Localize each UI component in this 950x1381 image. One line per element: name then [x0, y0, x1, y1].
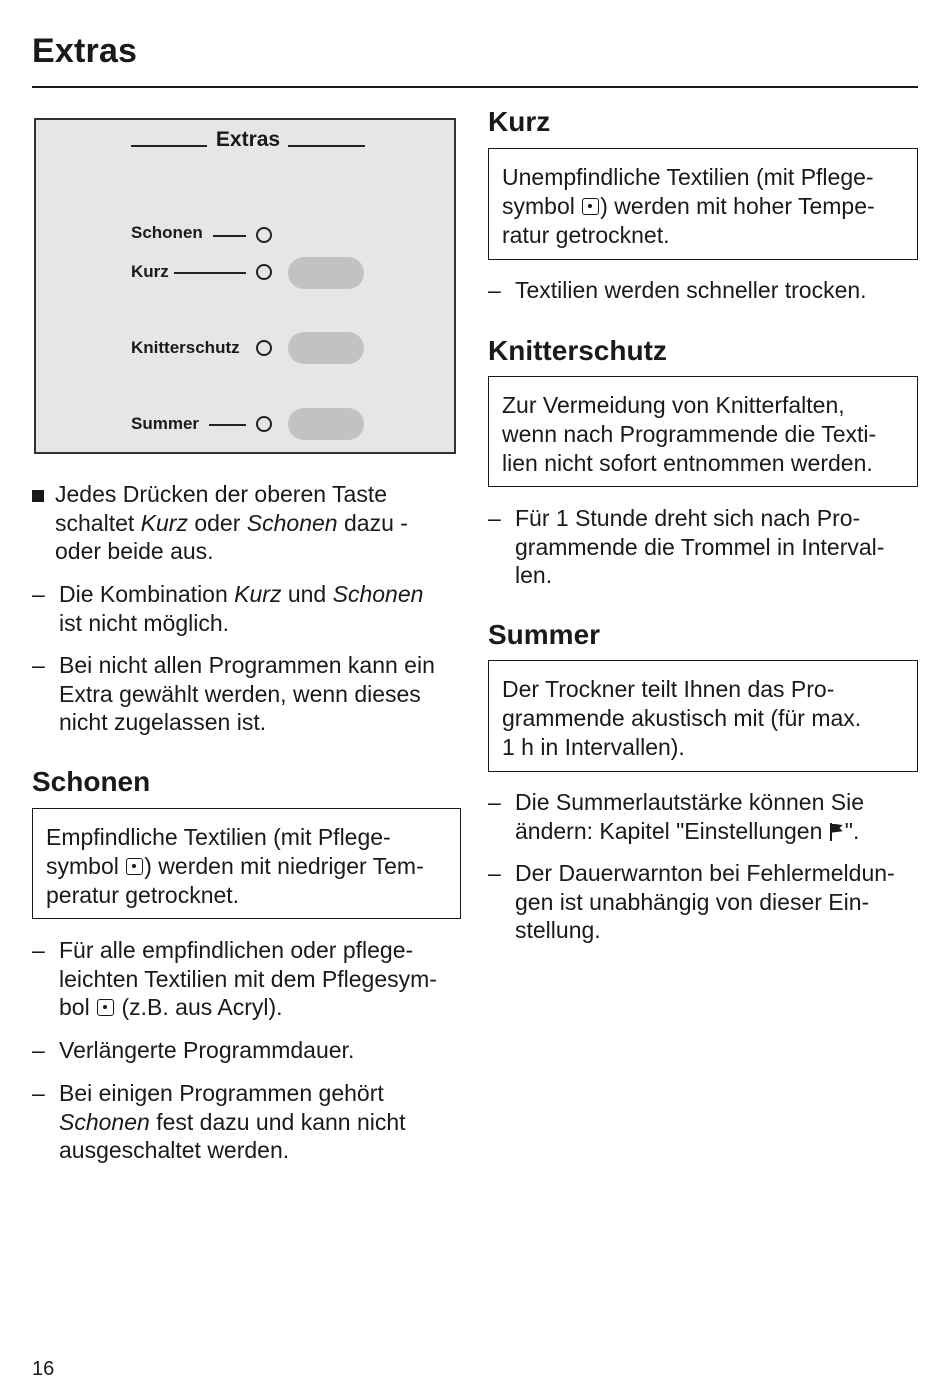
dash-bullet: – [488, 860, 501, 886]
text: ) werden mit hoher Tempe- [600, 192, 875, 219]
intro-bullet-item [32, 480, 452, 566]
schonen-dash-item [32, 1079, 460, 1165]
text: bol [59, 994, 97, 1021]
dash-bullet: – [32, 652, 45, 678]
text: lien nicht sofort entnommen werden. [502, 449, 873, 476]
text: ) werden mit niedriger Tem- [144, 852, 424, 879]
text: Empfindliche Textilien (mit Pflege- [46, 824, 391, 850]
text: leichten Textilien mit dem Pflegesym- [59, 965, 437, 992]
dash-bullet: – [32, 581, 45, 607]
term-kurz: Kurz [140, 509, 188, 536]
summer-info-box [488, 660, 918, 772]
dash-bullet: – [32, 1080, 45, 1106]
text: Bei nicht allen Programmen kann ein [59, 652, 435, 678]
summer-button[interactable] [288, 408, 364, 440]
text: oder beide aus. [55, 538, 214, 565]
intro-dash-item [32, 651, 457, 737]
dash-bullet: – [488, 277, 501, 303]
text: oder [187, 509, 247, 536]
text: Die Summerlautstärke können Sie [515, 789, 864, 815]
term-schonen: Schonen [332, 581, 424, 607]
text: ändern: Kapitel "Einstellungen [515, 817, 829, 844]
text: Unempfindliche Textilien (mit Pflege- [502, 164, 874, 190]
dash-bullet: – [32, 937, 45, 963]
title-rule [32, 86, 918, 88]
schonen-dash-item [32, 1036, 460, 1065]
term-kurz: Kurz [234, 581, 282, 607]
gentle-drying-care-icon [97, 999, 114, 1016]
page-title: Extras [32, 32, 138, 70]
text: ". [844, 817, 860, 844]
kurz-indicator-led [256, 264, 272, 280]
text: 1 h in Intervallen). [502, 733, 685, 760]
kurz-heading: Kurz [488, 106, 551, 137]
settings-flag-icon [830, 823, 844, 841]
panel-leader-line [174, 272, 246, 274]
knitterschutz-indicator-led [256, 340, 272, 356]
knitterschutz-heading: Knitterschutz [488, 335, 667, 366]
dash-bullet: – [488, 789, 501, 815]
text: ratur getrocknet. [502, 221, 670, 248]
text: Für alle empfindlichen oder pflege- [59, 937, 414, 963]
term-schonen: Schonen [59, 1108, 150, 1135]
kurz-dash-item [488, 276, 918, 305]
text: Extra gewählt werden, wenn dieses [59, 680, 421, 707]
knitterschutz-dash-item [488, 504, 918, 590]
text: und [281, 581, 333, 607]
term-schonen: Schonen [246, 509, 338, 536]
text: Der Dauerwarnton bei Fehlermeldun- [515, 860, 895, 886]
summer-dash-item [488, 859, 918, 945]
summer-dash-item [488, 788, 918, 845]
panel-title-rule-right [288, 145, 365, 147]
text: fest dazu und kann nicht [149, 1108, 406, 1135]
text: symbol [502, 192, 582, 219]
text: stellung. [515, 917, 601, 944]
text: len. [515, 562, 553, 589]
text: Zur Vermeidung von Knitterfalten, [502, 392, 845, 418]
page-number: 16 [32, 1358, 55, 1380]
text: symbol [46, 852, 126, 879]
dash-bullet: – [488, 505, 501, 531]
knitterschutz-button[interactable] [288, 332, 364, 364]
text: peratur getrocknet. [46, 881, 240, 908]
text: (z.B. aus Acryl). [115, 994, 283, 1021]
schonen-info-box [32, 808, 461, 919]
panel-leader-line [209, 424, 246, 426]
square-bullet-icon [32, 480, 55, 566]
text: wenn nach Programmende die Texti- [502, 420, 877, 447]
text: Jedes Drücken der oberen Taste [55, 481, 387, 507]
kurz-info-box [488, 148, 918, 260]
text: Die Kombination [59, 581, 235, 607]
panel-label-kurz: Kurz [131, 262, 169, 281]
text: ist nicht möglich. [59, 609, 230, 636]
text: Bei einigen Programmen gehört [59, 1080, 384, 1106]
text: gen ist unabhängig von dieser Ein- [515, 888, 870, 915]
schonen-heading: Schonen [32, 766, 151, 797]
text: Der Trockner teilt Ihnen das Pro- [502, 676, 835, 702]
extras-button-kurz-schonen[interactable] [288, 257, 364, 289]
text: Verlängerte Programmdauer. [59, 1037, 355, 1063]
text: dazu - [337, 509, 408, 536]
panel-title: Extras [215, 128, 281, 151]
text: grammende akustisch mit (für max. [502, 704, 862, 731]
intro-dash-item [32, 580, 457, 637]
schonen-dash-item [32, 936, 460, 1022]
panel-label-summer: Summer [131, 414, 200, 433]
panel-label-knitterschutz: Knitterschutz [131, 338, 240, 357]
summer-indicator-led [256, 416, 272, 432]
text: grammende die Trommel in Interval- [515, 533, 885, 560]
text: Für 1 Stunde dreht sich nach Pro- [515, 505, 861, 531]
text: Textilien werden schneller trocken. [515, 277, 867, 303]
knitterschutz-info-box [488, 376, 918, 487]
gentle-drying-care-icon [126, 858, 143, 875]
schonen-indicator-led [256, 227, 272, 243]
control-panel-illustration [34, 118, 456, 454]
panel-leader-line [213, 235, 246, 237]
gentle-drying-care-icon [582, 198, 599, 215]
panel-label-schonen: Schonen [131, 223, 203, 242]
dash-bullet: – [32, 1037, 45, 1063]
summer-heading: Summer [488, 619, 601, 650]
text: ausgeschaltet werden. [59, 1137, 290, 1164]
text: schaltet [55, 509, 141, 536]
text: nicht zugelassen ist. [59, 709, 267, 736]
